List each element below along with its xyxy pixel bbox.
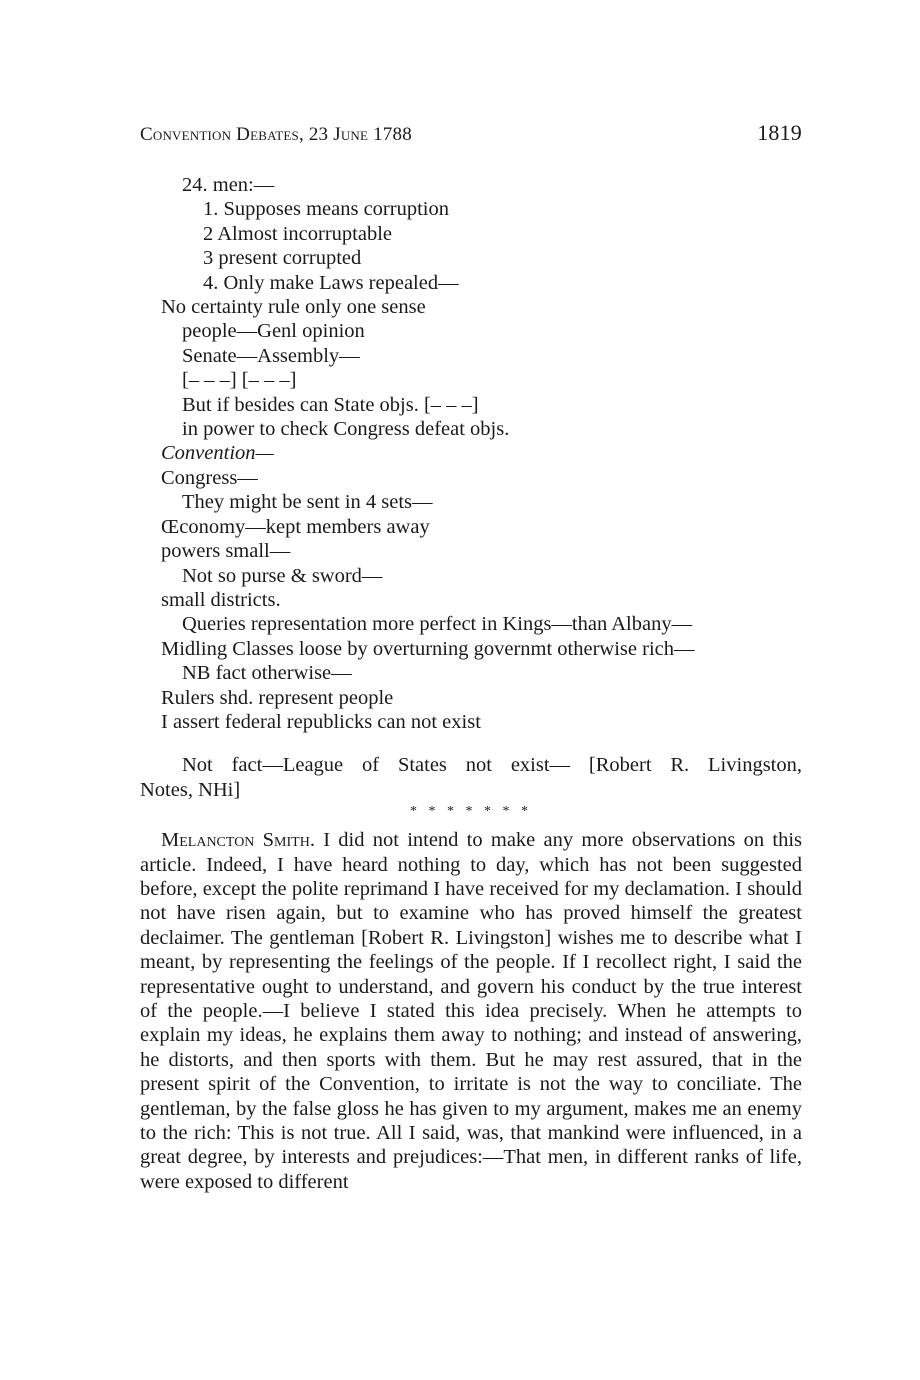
notes-line: people—Genl opinion [182, 320, 365, 343]
document-page [140, 120, 802, 1194]
notes-line: [– – –] [– – –] [182, 369, 297, 392]
speech-paragraph [140, 828, 802, 1194]
notes-line: They might be sent in 4 sets— [182, 491, 433, 514]
speech-text: I did not intend to make any more observations on this article. Indeed, I have heard nothing to day, which has not been suggested before, except the polite reprimand I have received for my declamation. I should not have risen again, but to examine who has proved himself the greatest declaimer. The gentleman [Robert R. Livingston] wishes me to describe what I meant, by representing the feelings of the people. If I recollect right, I said the representative ought to understand, and govern his conduct by the true interest of the people.—I believe I stated this idea precisely. When he attempts to explain my ideas, he explains them away to nothing; and instead of answering, he distorts, and then sports with them. But he may rest assured, that in the present spirit of the Convention, to irritate is not the way to conciliate. The gentleman, by the false gloss he has given to my argument, makes me an enemy to the rich: This is not true. All I said, was, that mankind were influenced, in a great degree, by interests and prejudices:—That men, in different ranks of life, were exposed to different [140, 829, 802, 1193]
livingston-notes-final [140, 753, 802, 802]
notes-line: 1. Supposes means corruption [203, 198, 449, 221]
section-separator: * * * * * * * [410, 804, 532, 820]
notes-line: 3 present corrupted [203, 247, 362, 270]
notes-line: in power to check Congress defeat objs. [182, 418, 510, 441]
notes-line: Convention— [161, 442, 274, 465]
notes-line: Queries representation more perfect in Kings—than Albany— [182, 613, 693, 636]
notes-line-final: Not fact—League of States not exist— [Robert R. Livingston, [182, 754, 802, 777]
notes-line: 4. Only make Laws repealed— [203, 271, 459, 294]
notes-line: 24. men:— [182, 174, 275, 196]
notes-line: powers small— [161, 540, 291, 563]
page-number: 1819 [757, 120, 802, 145]
notes-line: Congress— [161, 466, 258, 489]
notes-line: But if besides can State objs. [– – –] [182, 393, 479, 416]
notes-line: No certainty rule only one sense [161, 296, 426, 319]
livingston-notes [140, 173, 802, 734]
notes-line: I assert federal republicks can not exist [161, 710, 481, 733]
notes-line: Senate—Assembly— [182, 344, 360, 367]
notes-line: 2 Almost incorruptable [203, 222, 393, 245]
notes-source-citation: Notes, NHi] [140, 778, 241, 801]
running-head [140, 120, 802, 154]
running-head-title: Convention Debates, 23 June 1788 [140, 124, 412, 145]
notes-line: Not so purse & sword— [182, 564, 383, 587]
notes-line: Midling Classes loose by overturning governmt otherwise rich— [161, 637, 695, 660]
notes-line: NB fact otherwise— [182, 662, 352, 685]
notes-line: Rulers shd. represent people [161, 686, 394, 709]
speaker-name: Melancton Smith. [161, 829, 315, 852]
notes-line: small districts. [161, 588, 281, 611]
notes-line: Œconomy—kept members away [161, 515, 430, 538]
